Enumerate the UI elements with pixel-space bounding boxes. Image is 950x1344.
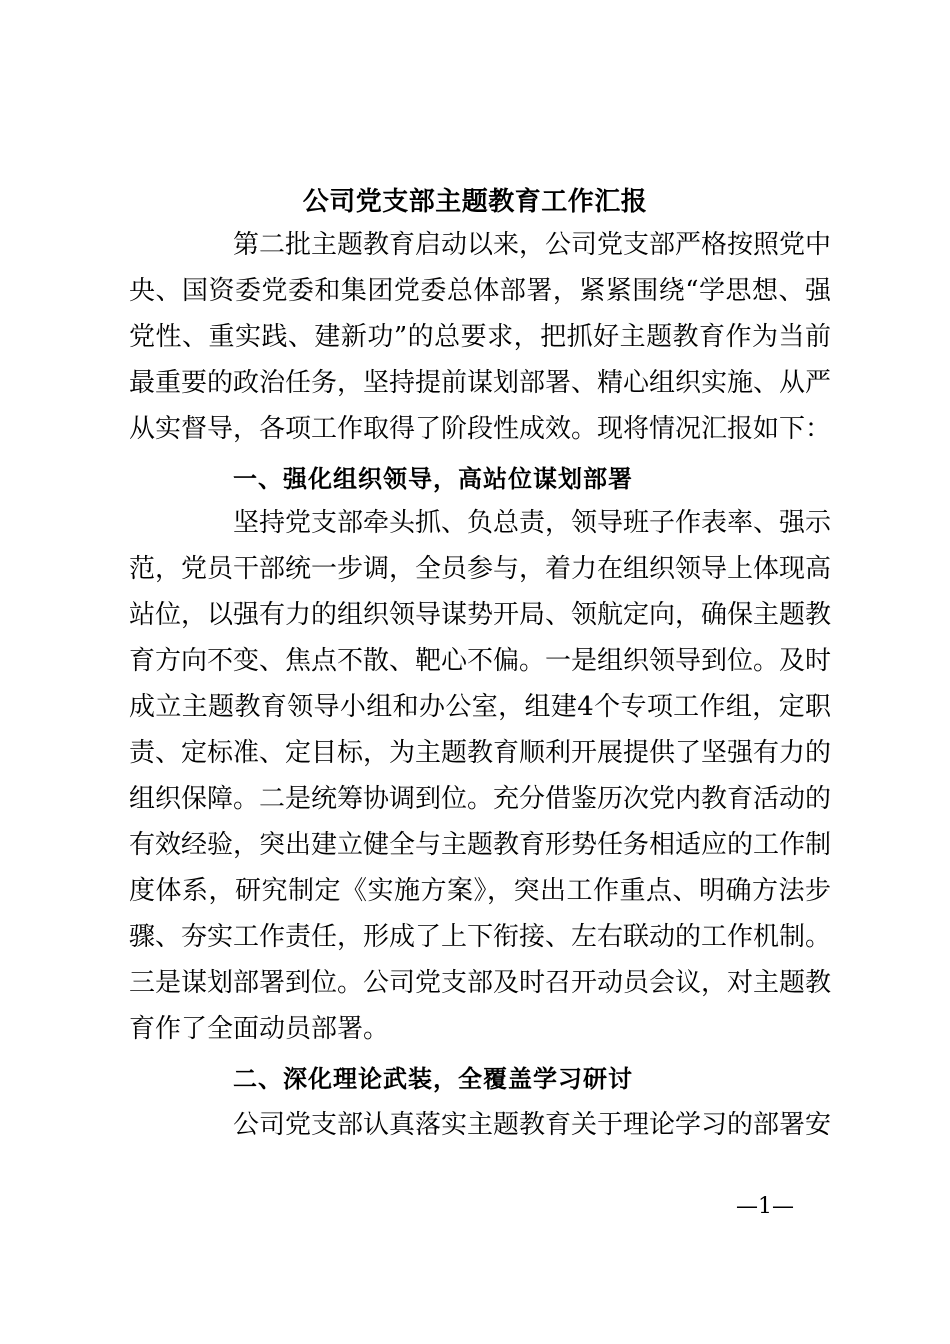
section1-line: 坚持党支部牵头抓、负总责，领导班子作表率、强示	[233, 508, 832, 538]
section1-line: 度体系，研究制定《实施方案》，突出工作重点、明确方法步	[129, 876, 831, 906]
section1-line: 组织保障。二是统筹协调到位。充分借鉴历次党内教育活动的	[129, 784, 832, 814]
page-number: —1—	[736, 1194, 794, 1219]
intro-line: 党性、重实践、建新功”的总要求，把抓好主题教育作为当前	[129, 322, 831, 352]
section1-line: 育方向不变、焦点不散、靶心不偏。一是组织领导到位。及时	[129, 646, 832, 676]
section2-line: 公司党支部认真落实主题教育关于理论学习的部署安	[233, 1110, 832, 1140]
section1-line: 三是谋划部署到位。公司党支部及时召开动员会议，对主题教	[129, 968, 832, 998]
section1-line: 成立主题教育领导小组和办公室，组建4个专项工作组，定职	[129, 692, 831, 722]
intro-line: 第二批主题教育启动以来，公司党支部严格按照党中	[233, 230, 832, 260]
section1-line: 有效经验，突出建立健全与主题教育形势任务相适应的工作制	[129, 830, 832, 860]
section-heading-1: 一、强化组织领导，高站位谋划部署	[233, 465, 633, 493]
section1-line: 育作了全面动员部署。	[129, 1014, 390, 1044]
section-heading-2: 二、深化理论武装，全覆盖学习研讨	[233, 1065, 633, 1093]
section1-line: 责、定标准、定目标，为主题教育顺利开展提供了坚强有力的	[129, 738, 832, 768]
section1-line: 范，党员干部统一步调，全员参与，着力在组织领导上体现高	[129, 554, 832, 584]
intro-line: 央、国资委党委和集团党委总体部署，紧紧围绕“学思想、强	[129, 276, 831, 306]
intro-line: 最重要的政治任务，坚持提前谋划部署、精心组织实施、从严	[129, 368, 832, 398]
section1-line: 站位，以强有力的组织领导谋势开局、领航定向，确保主题教	[129, 600, 832, 630]
intro-line: 从实督导，各项工作取得了阶段性成效。现将情况汇报如下：	[129, 414, 832, 444]
document-title: 公司党支部主题教育工作汇报	[302, 187, 648, 217]
section1-line: 骤、夯实工作责任，形成了上下衔接、左右联动的工作机制。	[129, 922, 832, 952]
